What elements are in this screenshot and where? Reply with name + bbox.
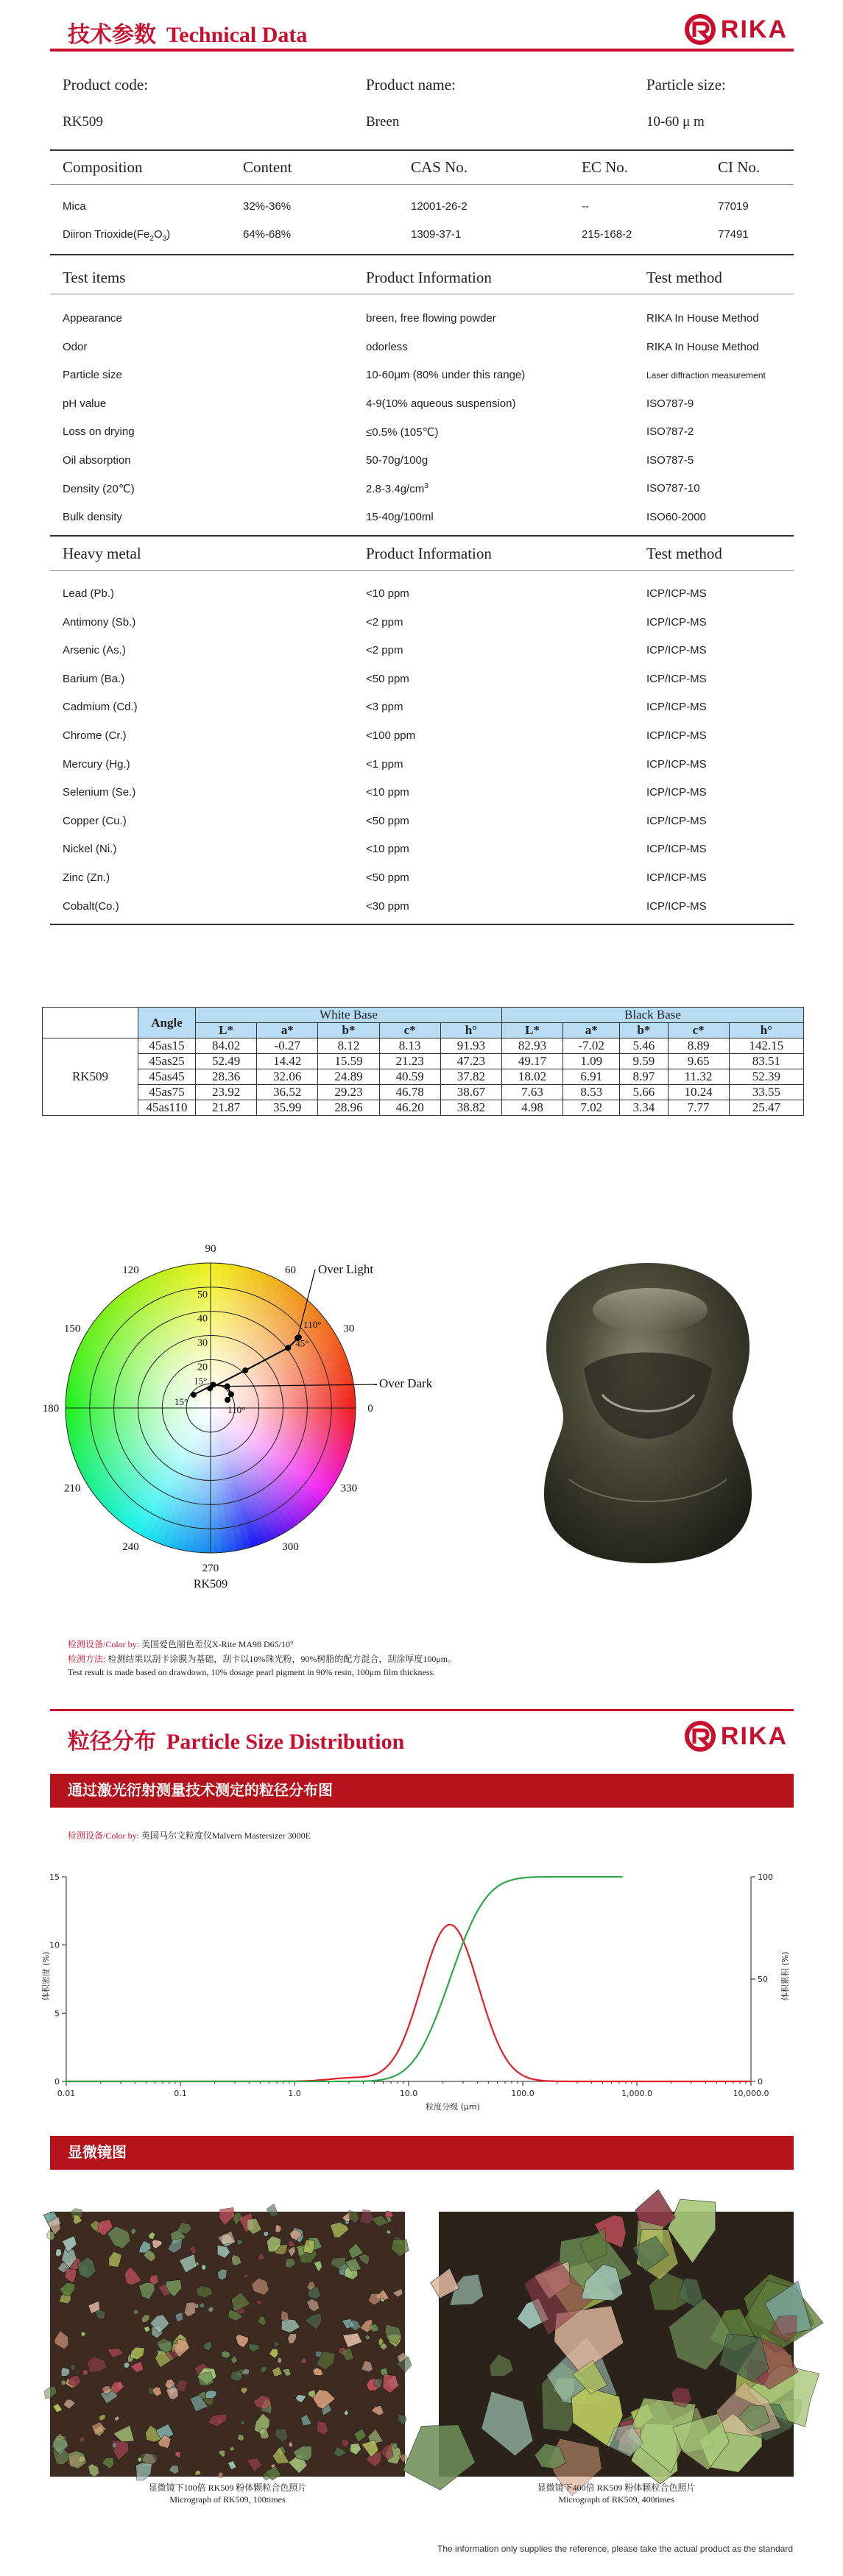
black-value: -7.02	[563, 1038, 620, 1054]
color-note-1	[68, 1638, 294, 1650]
cell: RIKA In House Method	[646, 340, 759, 353]
angle-label: 270	[202, 1563, 219, 1574]
table-row	[43, 1100, 804, 1116]
col-white-2: b*	[318, 1023, 379, 1038]
cell: <10 ppm	[366, 843, 409, 856]
cell: Lead (Pb.)	[63, 587, 115, 600]
x-tick-label: 100.0	[511, 2089, 535, 2098]
color-wheel-svg	[42, 1243, 486, 1608]
black-value: 10.24	[668, 1085, 729, 1100]
x-tick-label: 0.1	[174, 2089, 187, 2098]
divider	[50, 149, 794, 151]
x-tick-label: 10.0	[399, 2089, 418, 2098]
black-value: 11.32	[668, 1069, 729, 1085]
over-light-point	[285, 1345, 291, 1351]
angle-cell: 45as25	[138, 1054, 196, 1069]
over-light-label: Over Light	[318, 1262, 374, 1276]
white-value: 32.06	[257, 1069, 318, 1085]
angle-cell: 45as75	[138, 1085, 196, 1100]
ring-label: 40	[197, 1313, 208, 1325]
col-test-items: Test items	[63, 269, 126, 286]
cell: Appearance	[63, 312, 122, 325]
col-black-0: L*	[501, 1023, 562, 1038]
note-text: 英国马尔文粒度仪Malvern Mastersizer 3000E	[141, 1830, 311, 1841]
white-value: 35.99	[257, 1100, 318, 1116]
white-value: 21.87	[196, 1100, 257, 1116]
angle-cell: 45as45	[138, 1069, 196, 1085]
micrograph-400x	[439, 2212, 794, 2477]
white-value: 8.12	[318, 1038, 379, 1054]
white-value: 28.36	[196, 1069, 257, 1085]
note-text: 美国爱色丽色差仪X-Rite MA98 D65/10°	[141, 1639, 294, 1649]
table-row	[43, 1085, 804, 1100]
black-value: 4.98	[501, 1100, 562, 1116]
footer-disclaimer: The information only supplies the reference, please take the actual product as the standard	[437, 2544, 793, 2554]
col-ci: CI No.	[718, 158, 761, 176]
y-tick-label-right: 0	[758, 2077, 763, 2087]
cell: <2 ppm	[366, 615, 403, 629]
white-value: 91.93	[440, 1038, 501, 1054]
cell: Density (20℃)	[63, 483, 135, 495]
col-angle: Angle	[138, 1008, 196, 1038]
product-code-label: Product code:	[63, 76, 149, 93]
cell: ICP/ICP-MS	[646, 871, 707, 884]
cell: ISO787-9	[646, 397, 694, 410]
cell: <30 ppm	[366, 899, 409, 913]
cell: ICP/ICP-MS	[646, 843, 707, 856]
particle	[136, 2463, 152, 2480]
angle-label: 120	[122, 1264, 139, 1277]
cell: 215-168-2	[582, 228, 632, 241]
cell: Mica	[63, 200, 86, 213]
cell: Odor	[63, 340, 88, 353]
col-white-0: L*	[196, 1023, 257, 1038]
col-ec: EC No.	[582, 158, 628, 176]
black-value: 6.91	[563, 1069, 620, 1085]
page-title	[68, 16, 307, 49]
color-table-body	[43, 1038, 804, 1116]
cell: Mercury (Hg.)	[63, 757, 130, 771]
cell: <50 ppm	[366, 672, 409, 685]
angle-label: 180	[42, 1403, 60, 1415]
ring-label: 30	[197, 1337, 208, 1349]
black-value: 8.53	[563, 1085, 620, 1100]
title-en: Technical Data	[166, 23, 308, 47]
cell: Nickel (Ni.)	[63, 843, 117, 856]
cell: --	[582, 200, 589, 213]
micrograph-400x-caption	[439, 2482, 794, 2505]
col-test-method: Test method	[646, 545, 722, 562]
cell: <10 ppm	[366, 587, 409, 600]
angle-label: 30	[343, 1323, 355, 1335]
black-value: 7.02	[563, 1100, 620, 1116]
col-product-info: Product Information	[366, 269, 492, 286]
table-row	[43, 1054, 804, 1069]
cell: ISO787-2	[646, 425, 694, 438]
over-light-point	[242, 1367, 248, 1373]
cell: ICP/ICP-MS	[646, 899, 707, 913]
cell: Copper (Cu.)	[63, 814, 127, 827]
particle	[173, 2340, 178, 2344]
white-value: 52.49	[196, 1054, 257, 1069]
col-black-1: a*	[563, 1023, 620, 1038]
x-tick-label: 1.0	[288, 2089, 301, 2098]
angle-annotation: 110°	[227, 1404, 246, 1416]
cell: $2.8-3.4g/cm^3$	[366, 482, 428, 495]
section-title	[68, 1723, 404, 1755]
cell: 32%-36%	[243, 200, 292, 213]
angle-label: 210	[63, 1482, 81, 1495]
white-value: 38.67	[440, 1085, 501, 1100]
cell: ICP/ICP-MS	[646, 729, 707, 742]
black-base-header: Black Base	[501, 1008, 803, 1023]
logo-text: RIKA	[720, 1722, 788, 1750]
cell: Cobalt(Co.)	[63, 899, 119, 913]
caption-cn: 显微镜下400倍 RK509 粉体颗粒合色照片	[537, 2483, 696, 2493]
black-value: 1.09	[563, 1054, 620, 1069]
cell: 15-40g/100ml	[366, 510, 434, 523]
cell: ICP/ICP-MS	[646, 615, 707, 629]
angle-label: 60	[285, 1264, 296, 1277]
table-row	[43, 1038, 804, 1054]
cell: Particle size	[63, 369, 122, 381]
caption-cn: 显微镜下100倍 RK509 粉体颗粒合色照片	[148, 2483, 307, 2493]
particle-size: 10-60 μ m	[646, 114, 705, 130]
cell: ≤0.5% (105℃)	[366, 426, 439, 439]
color-wheel-figure	[42, 1243, 486, 1608]
col-black-3: c*	[668, 1023, 729, 1038]
white-value: 84.02	[196, 1038, 257, 1054]
particle-size-label: Particle size:	[646, 76, 726, 93]
cell: <50 ppm	[366, 814, 409, 827]
cell-diiron-trioxide: Diiron $Trioxide(Fe_2O_3)$	[63, 228, 171, 243]
cell: Zinc (Zn.)	[63, 871, 110, 884]
cell: ICP/ICP-MS	[646, 644, 707, 657]
white-value: 15.59	[318, 1054, 379, 1069]
product-code: RK509	[63, 114, 103, 130]
x-tick-label: 1,000.0	[621, 2089, 652, 2098]
cell: ICP/ICP-MS	[646, 587, 707, 600]
white-value: 37.82	[440, 1069, 501, 1085]
y-tick-label: 10	[49, 1940, 60, 1950]
micrograph-100x-image	[50, 2212, 405, 2477]
cell: ISO787-5	[646, 453, 694, 467]
title-en: Particle Size Distribution	[166, 1730, 405, 1754]
product-name-label: Product name:	[366, 76, 456, 93]
note-text: Test result is made based on drawdown, 10% dosage pearl pigment in 90% resin, 100μm film thickness.	[68, 1667, 436, 1677]
cell: 1309-37-1	[411, 228, 462, 241]
black-value: 5.46	[620, 1038, 668, 1054]
black-value: 7.77	[668, 1100, 729, 1116]
col-cas: CAS No.	[411, 158, 468, 176]
note-label: 检测设备/Color by:	[68, 1830, 140, 1841]
black-value: 18.02	[501, 1069, 562, 1085]
white-value: 40.59	[379, 1069, 440, 1085]
rika-logo-icon	[684, 13, 716, 46]
cell: ICP/ICP-MS	[646, 786, 707, 799]
cell: Bulk density	[63, 510, 122, 523]
angle-label: 90	[205, 1243, 216, 1255]
angle-cell: 45as110	[138, 1100, 196, 1116]
white-base-header: White Base	[196, 1008, 502, 1023]
cell: <10 ppm	[366, 786, 409, 799]
over-dark-point	[225, 1397, 230, 1403]
caption-en: Micrograph of RK509, 100times	[169, 2494, 286, 2505]
angle-label: 150	[63, 1323, 81, 1335]
cell: ISO787-10	[646, 482, 700, 495]
angle-annotation: 15°	[174, 1396, 188, 1408]
cell: Selenium (Se.)	[63, 786, 136, 799]
cell: <1 ppm	[366, 757, 403, 771]
divider	[50, 535, 794, 537]
cell: <3 ppm	[366, 701, 403, 714]
black-value: 9.65	[668, 1054, 729, 1069]
y-tick-label-right: 50	[758, 1975, 768, 1984]
table-row	[43, 1069, 804, 1085]
cell: 77491	[718, 228, 749, 241]
logo-text: RIKA	[720, 15, 788, 43]
black-value: 7.63	[501, 1085, 562, 1100]
cell: pH value	[63, 397, 107, 410]
cell: 64%-68%	[243, 228, 292, 241]
over-dark-label: Over Dark	[379, 1376, 433, 1390]
black-value: 9.59	[620, 1054, 668, 1069]
cell: breen, free flowing powder	[366, 312, 496, 325]
white-value: 14.42	[257, 1054, 318, 1069]
white-value: 46.78	[379, 1085, 440, 1100]
cell: ICP/ICP-MS	[646, 757, 707, 771]
coated-car-model-image	[540, 1259, 756, 1568]
title-cn: 粒径分布	[68, 1730, 156, 1754]
col-test-method: Test method	[646, 269, 722, 286]
header-technical-data	[50, 7, 794, 52]
black-value: 82.93	[501, 1038, 562, 1054]
black-value: 5.66	[620, 1085, 668, 1100]
cell: Antimony (Sb.)	[63, 615, 136, 629]
micrograph-100x	[50, 2212, 405, 2477]
cell: ICP/ICP-MS	[646, 814, 707, 827]
white-value: 24.89	[318, 1069, 379, 1085]
white-value: 21.23	[379, 1054, 440, 1069]
x-tick-label: 0.01	[57, 2089, 76, 2098]
cell: 77019	[718, 200, 749, 213]
white-value: 8.13	[379, 1038, 440, 1054]
y-tick-label: 0	[54, 2077, 60, 2087]
y-tick-label: 5	[54, 2009, 60, 2019]
cell: Arsenic (As.)	[63, 644, 126, 657]
psd-banner: 通过激光衍射测量技术测定的粒径分布图	[50, 1774, 794, 1808]
col-product-info: Product Information	[366, 545, 492, 562]
cell: <2 ppm	[366, 644, 403, 657]
white-value: 38.82	[440, 1100, 501, 1116]
color-note-2	[68, 1652, 456, 1665]
col-black-4: h°	[729, 1023, 803, 1038]
psd-ylabel-right: 体积累积 (%)	[780, 1951, 790, 2001]
cell: Oil absorption	[63, 453, 131, 467]
cell: Barium (Ba.)	[63, 672, 125, 685]
white-value: -0.27	[257, 1038, 318, 1054]
col-black-2: b*	[620, 1023, 668, 1038]
cell: Laser diffraction measurement	[646, 370, 766, 381]
col-white-3: c*	[379, 1023, 440, 1038]
angle-annotation: 45°	[295, 1337, 309, 1349]
empty-corner	[43, 1008, 138, 1038]
divider	[50, 570, 794, 571]
angle-label: 330	[340, 1482, 358, 1495]
angle-label: 0	[367, 1403, 373, 1415]
header-particle-size	[50, 1719, 794, 1752]
white-value: 47.23	[440, 1054, 501, 1069]
col-content: Content	[243, 158, 292, 176]
angle-label: 300	[282, 1540, 299, 1553]
rika-logo-icon	[684, 1720, 716, 1752]
title-cn: 技术参数	[68, 23, 156, 47]
product-cell: RK509	[43, 1038, 138, 1116]
over-dark-point	[191, 1392, 197, 1398]
ring-label: 50	[197, 1289, 208, 1301]
divider	[50, 924, 794, 925]
col-heavy-metal: Heavy metal	[63, 545, 141, 562]
cell: Loss on drying	[63, 425, 135, 438]
x-tick-label: 10,000.0	[733, 2089, 769, 2098]
section-rule	[50, 1709, 794, 1711]
black-value: 33.55	[729, 1085, 803, 1100]
black-value: 142.15	[729, 1038, 803, 1054]
ring-label: 20	[197, 1362, 208, 1373]
y-tick-label: 15	[49, 1872, 60, 1882]
cell: <100 ppm	[366, 729, 416, 742]
psd-note	[68, 1829, 311, 1841]
y-tick-label-right: 100	[758, 1872, 773, 1882]
black-value: 49.17	[501, 1054, 562, 1069]
micrograph-400x-image	[439, 2212, 794, 2477]
angle-label: 240	[122, 1540, 139, 1553]
over-dark-point	[228, 1391, 234, 1397]
white-value: 28.96	[318, 1100, 379, 1116]
cell: 10-60μm (80% under this range)	[366, 369, 526, 381]
divider	[50, 184, 794, 185]
divider	[50, 254, 794, 255]
note-label: 检测方法:	[68, 1654, 106, 1664]
cell: odorless	[366, 340, 408, 353]
color-note-3	[68, 1667, 435, 1678]
caption-en: Micrograph of RK509, 400times	[558, 2494, 674, 2505]
over-dark-point	[211, 1382, 216, 1388]
particle-size-chart	[41, 1855, 817, 2120]
particle	[304, 2240, 314, 2254]
product-name: Breen	[366, 114, 400, 130]
rika-logo	[684, 1720, 788, 1752]
col-composition: Composition	[63, 158, 143, 176]
cumulative-curve	[66, 1877, 623, 2081]
header-rule	[50, 49, 794, 52]
black-value: 3.34	[620, 1100, 668, 1116]
cell: RIKA In House Method	[646, 312, 759, 325]
black-value: 83.51	[729, 1054, 803, 1069]
cell: Cadmium (Cd.)	[63, 701, 138, 714]
white-value: 23.92	[196, 1085, 257, 1100]
rika-logo	[684, 13, 788, 46]
black-value: 52.39	[729, 1069, 803, 1085]
black-value: 8.97	[620, 1069, 668, 1085]
density-curve	[66, 1925, 751, 2081]
cell: ICP/ICP-MS	[646, 701, 707, 714]
micrograph-banner: 显微镜图	[50, 2136, 794, 2170]
cell: 12001-26-2	[411, 200, 468, 213]
white-value: 46.20	[379, 1100, 440, 1116]
cell: <50 ppm	[366, 871, 409, 884]
wheel-product-label: RK509	[193, 1578, 228, 1590]
color-measurement-table	[42, 1007, 804, 1116]
psd-ylabel-left: 体积密度 (%)	[41, 1951, 51, 2001]
white-value: 36.52	[257, 1085, 318, 1100]
cell: 50-70g/100g	[366, 453, 428, 467]
cell: 4-9(10% aqueous suspension)	[366, 397, 516, 410]
cell: ISO60-2000	[646, 510, 706, 523]
note-text: 检测结果以刮卡涂膜为基础，刮卡以10%珠光粉，90%树脂的配方混合，刮涂厚度100μm。	[107, 1654, 457, 1664]
black-value: 25.47	[729, 1100, 803, 1116]
psd-xlabel: 粒度分级 (μm)	[426, 2102, 480, 2112]
angle-cell: 45as15	[138, 1038, 196, 1054]
angle-annotation: 15°	[194, 1375, 208, 1387]
angle-annotation: 110°	[303, 1318, 322, 1330]
white-value: 29.23	[318, 1085, 379, 1100]
note-label: 检测设备/Color by:	[68, 1639, 140, 1649]
col-white-4: h°	[440, 1023, 501, 1038]
particle	[61, 2380, 66, 2385]
micrograph-100x-caption	[50, 2482, 405, 2505]
cell: Chrome (Cr.)	[63, 729, 127, 742]
black-value: 8.89	[668, 1038, 729, 1054]
col-white-1: a*	[257, 1023, 318, 1038]
cell: ICP/ICP-MS	[646, 672, 707, 685]
